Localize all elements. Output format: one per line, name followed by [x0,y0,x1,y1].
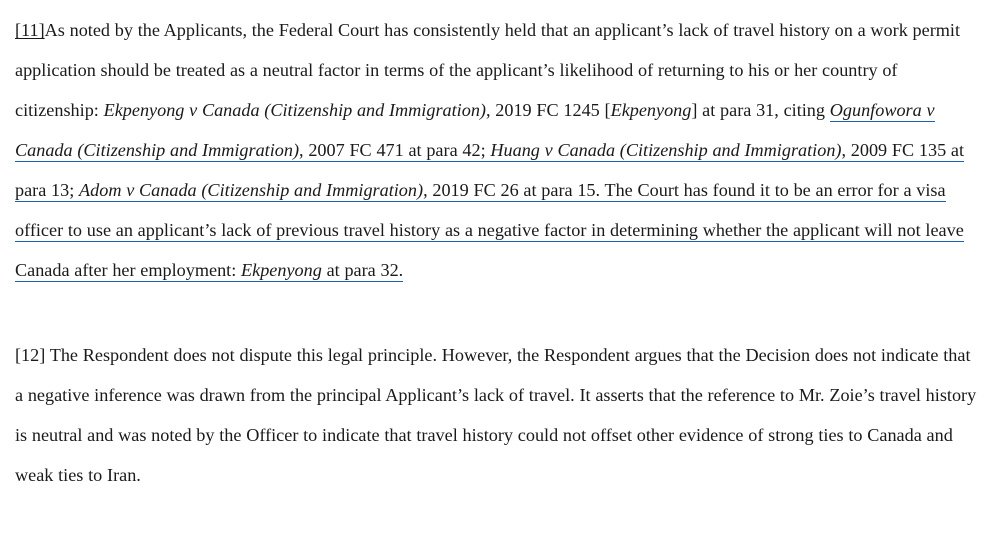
citation-link[interactable]: at para 32. [321,260,404,280]
citation-link[interactable]: , 2007 FC 471 at para 42; [299,140,491,160]
paragraph-number: [12] [15,345,46,365]
citation-link[interactable]: Ogunfowora v Canada (Citizenship and Immigration) [15,100,935,160]
text-run: The Respondent does not dispute this legal principle. However, the Respondent argues that the Decision does not indicate that a negative inference was drawn from the principal Applicant’s lack of travel. It asserts that the reference to Mr. Zoie’s travel history is neutral and was noted by the Officer to indicate that travel history could not offset other evidence of strong ties to Canada and weak ties to Iran. [15,345,977,485]
paragraph-text [15,20,964,282]
case-name: Ekpenyong v Canada (Citizenship and Immigration) [103,100,486,120]
text-run: ] at para 31, citing [691,100,830,120]
paragraph-text [15,345,976,485]
paragraph-11 [15,10,980,290]
paragraph-number-link[interactable]: [11] [15,20,45,40]
citation-link[interactable]: , 2019 FC 26 at para 15. The Court has found it to be an error for a visa officer to use an applicant’s lack of previous travel history as a negative factor in determining whether the applicant will not leave Canada after her employment: [15,180,964,280]
paragraph-12 [15,335,980,495]
citation-link[interactable]: , 2009 FC 135 at para 13; [15,140,965,200]
text-run: , 2019 FC 1245 [ [485,100,611,120]
document-body [15,10,980,495]
case-name: Ekpenyong [610,100,692,120]
text-run: As noted by the Applicants, the Federal Court has consistently held that an applicant’s lack of travel history on a work permit application should be treated as a neutral factor in terms of the applicant’s likelihood of returning to his or her country of citizenship: [15,20,961,120]
citation-link[interactable]: Adom v Canada (Citizenship and Immigration) [79,180,424,200]
citation-link[interactable]: Huang v Canada (Citizenship and Immigration) [490,140,842,160]
citation-link[interactable]: Ekpenyong [241,260,322,280]
